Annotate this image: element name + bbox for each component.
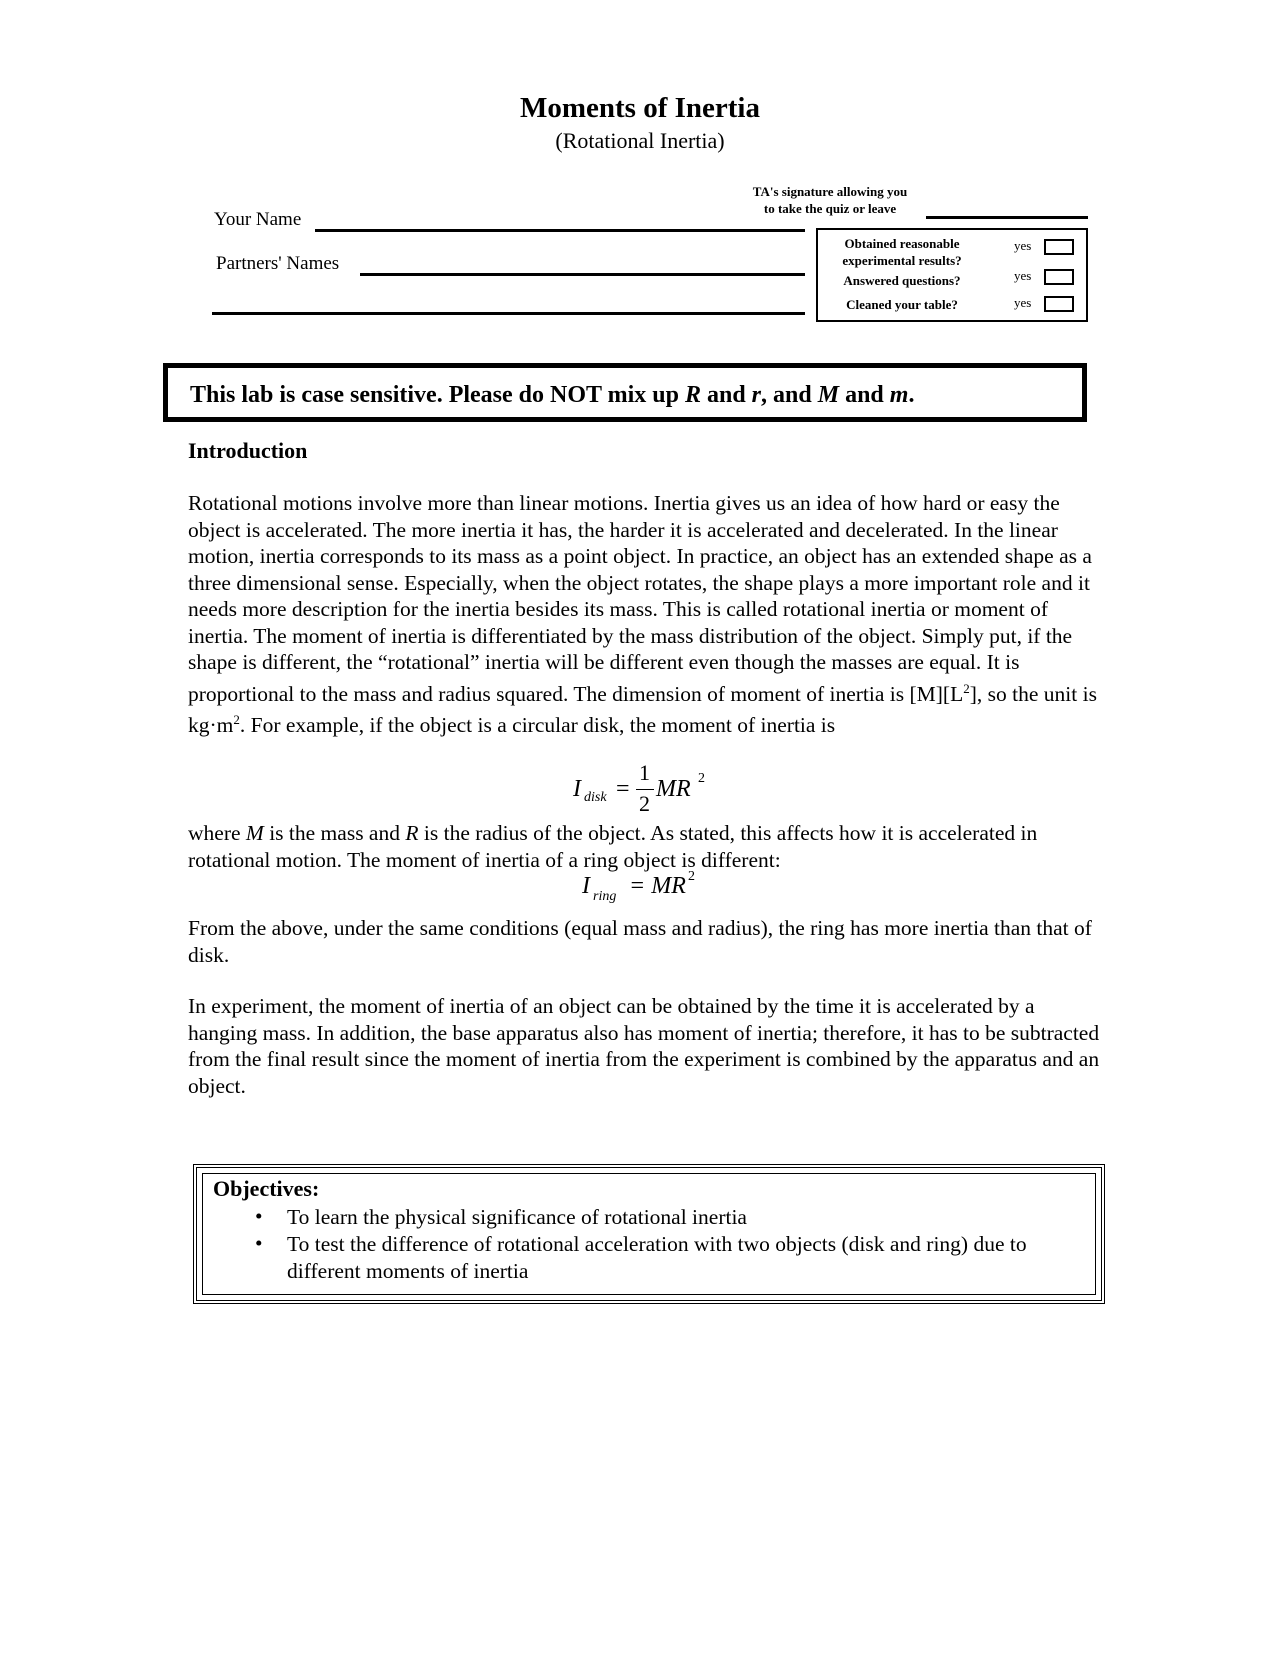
introduction-heading: Introduction (188, 438, 308, 463)
checklist-item-1-line1: Obtained reasonable (844, 236, 960, 251)
your-name-label: Your Name (214, 209, 302, 230)
intro-p1-sup1: 2 (963, 680, 970, 696)
ta-signature-line1: TA's signature allowing you (752, 184, 908, 199)
eq-disk-sub: disk (584, 790, 607, 805)
checklist-box (816, 228, 1088, 322)
intro-p1-a: Rotational motions involve more than linear motions. Inertia gives us an idea of how hard or easy the object is accelerated. The more inertia it has, the harder it is accelerated and decelerated. In the linear motion, inertia corresponds to its mass as a point object. In practice, an object has an extended shape as a three dimensional sense. Especially, when the object rotates, the shape plays a more important role and it needs more description for the inertia besides its mass. This is called rotational inertia or moment of inertia. The moment of inertia is differentiated by the mass distribution of the object. Simply put, if the shape is different, the “rotational” inertia will be different even though the masses are equal. It is proportional to the mass and radius squared. The dimension of moment of inertia is [M][L (188, 491, 1092, 706)
intro-p2-b: is the mass and (263, 821, 406, 845)
intro-p1-sup2: 2 (233, 712, 240, 728)
partners-names-field-2[interactable] (212, 312, 805, 315)
eq-disk-exponent: 2 (698, 771, 705, 786)
checklist-item-2-label: Answered questions? (843, 273, 961, 288)
intro-p2-c: is the radius of the object. As stated, this affects how it is accelerated in rotational motion. The moment of inertia of a ring object is different: (188, 821, 1038, 872)
eq-disk-numerator: 1 (639, 760, 650, 785)
notice-text-3: , and (761, 382, 818, 408)
checklist-checkbox-2[interactable] (1044, 269, 1074, 285)
ta-signature-line2: to take the quiz or leave (763, 201, 897, 216)
partners-names-field[interactable] (360, 273, 805, 276)
notice-text-2: and (700, 382, 752, 408)
eq-disk-equals: = (616, 776, 630, 802)
notice-text-5: . (908, 382, 915, 408)
objective-item-2: To test the difference of rotational acceleration with two objects (disk and ring) due to different moments of inertia (287, 1232, 1027, 1283)
page-subtitle: (Rotational Inertia) (555, 128, 725, 153)
eq-ring-exponent: 2 (688, 869, 695, 884)
eq-disk-fraction-bar (636, 789, 654, 790)
checklist-item-1-line2: experimental results? (842, 253, 962, 268)
ta-signature-label (700, 183, 960, 217)
equation-ring (578, 869, 718, 909)
intro-p1-b: ], so the unit is kg·m (188, 681, 1097, 738)
notice-m: m (889, 382, 909, 408)
objectives-box (193, 1164, 1105, 1304)
ta-signature-field[interactable] (926, 216, 1088, 219)
objective-item-1: To learn the physical significance of rotational inertia (287, 1205, 747, 1229)
checklist-yes-1: yes (1014, 238, 1032, 253)
notice-text-4: and (839, 382, 890, 408)
eq-ring-I: I (582, 873, 590, 899)
notice-text-1: This lab is case sensitive. Please do NOT mix up (190, 382, 685, 408)
intro-paragraph-4: In experiment, the moment of inertia of an object can be obtained by the time it is accelerated by a hanging mass. In addition, the base apparatus also has moment of inertia; therefore, it has to be subtracted from the final result since the moment of inertia from the experiment is combined by the apparatus and an object. (188, 994, 1100, 1098)
notice-r: r (751, 382, 762, 408)
page-title: Moments of Inertia (519, 92, 760, 124)
intro-paragraph-1 (188, 490, 1100, 739)
your-name-field[interactable] (315, 229, 805, 232)
checklist-yes-2: yes (1014, 268, 1032, 283)
eq-disk-MR: MR (656, 776, 691, 802)
partners-names-label: Partners' Names (216, 253, 340, 274)
objectives-heading: Objectives: (213, 1176, 320, 1201)
notice-M: M (817, 382, 840, 408)
checklist-yes-3: yes (1014, 295, 1032, 310)
intro-p1-c: . For example, if the object is a circular disk, the moment of inertia is (239, 713, 836, 738)
checklist-checkbox-1[interactable] (1044, 239, 1074, 255)
objectives-bullet-1: • (255, 1204, 263, 1228)
eq-ring-sub: ring (593, 889, 617, 904)
intro-p2-M: M (245, 821, 264, 845)
intro-p2-a: where (188, 821, 246, 845)
eq-ring-MR: = MR (629, 873, 686, 899)
checklist-checkbox-3[interactable] (1044, 296, 1074, 312)
eq-disk-I: I (573, 776, 581, 802)
intro-paragraph-2 (188, 820, 1100, 873)
eq-disk-denominator: 2 (639, 791, 650, 816)
objectives-bullet-2: • (255, 1231, 263, 1255)
intro-paragraph-3: From the above, under the same conditions (equal mass and radius), the ring has more inertia than that of disk. (188, 916, 1092, 967)
checklist-item-1-label (822, 235, 982, 269)
intro-p2-R: R (405, 821, 419, 845)
notice-R: R (684, 382, 701, 408)
case-sensitive-notice (163, 363, 1087, 422)
checklist-item-3-label: Cleaned your table? (846, 297, 958, 312)
equation-disk (568, 762, 728, 820)
